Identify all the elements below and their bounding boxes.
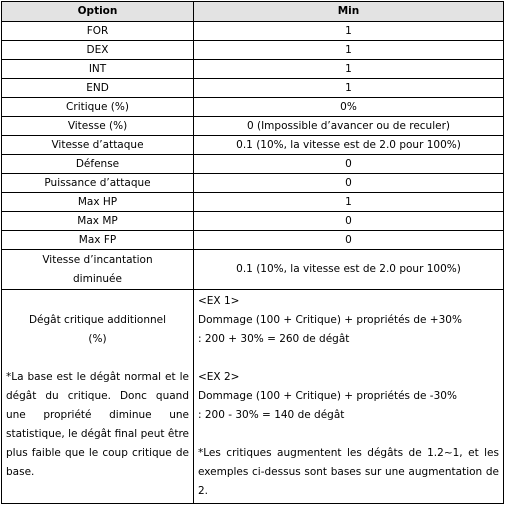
table-row [2, 22, 504, 41]
table-row [2, 193, 504, 212]
critical-title-line-2: (%) [88, 333, 107, 345]
min-cell: 1 [194, 79, 504, 98]
table-row-critical [2, 290, 504, 504]
option-cell: Max FP [2, 231, 194, 250]
critical-title-line-1: Dégât critique additionnel [28, 314, 167, 326]
table-row [2, 60, 504, 79]
stats-table [1, 1, 504, 504]
option-cell: DEX [2, 41, 194, 60]
min-cell: 0 [194, 231, 504, 250]
table-row [2, 231, 504, 250]
option-cell: Puissance d’attaque [2, 174, 194, 193]
critical-option-cell [2, 290, 194, 504]
table-row [2, 174, 504, 193]
min-cell: 1 [194, 193, 504, 212]
ex2-label: <EX 2> [198, 371, 240, 383]
min-cell: 0 [194, 174, 504, 193]
header-option: Option [2, 2, 194, 22]
min-cell: 0 [194, 155, 504, 174]
table-row-incantation [2, 250, 504, 290]
table-row [2, 41, 504, 60]
table-header-row [2, 2, 504, 22]
min-cell: 1 [194, 41, 504, 60]
option-cell: Max HP [2, 193, 194, 212]
option-cell: END [2, 79, 194, 98]
ex1-label: <EX 1> [198, 295, 240, 307]
ex1-line-1: Dommage (100 + Critique) + propriétés de +30% [198, 314, 462, 326]
table-row [2, 212, 504, 231]
min-cell: 0% [194, 98, 504, 117]
ex2-line-2: : 200 - 30% = 140 de dégât [198, 409, 345, 421]
option-cell: Max MP [2, 212, 194, 231]
option-cell [2, 250, 194, 290]
option-cell: FOR [2, 22, 194, 41]
min-cell: 0 (Impossible d’avancer ou de reculer) [194, 117, 504, 136]
header-min: Min [194, 2, 504, 22]
spacer [198, 425, 499, 444]
table-row [2, 79, 504, 98]
critical-note: *La base est le dégât normal et le dégât du critique. Donc quand une propriété diminue une statistique, le dégât final peut être plus faible que le coup critique de base. [6, 371, 189, 478]
table-row [2, 155, 504, 174]
table-row [2, 136, 504, 155]
option-cell: Défense [2, 155, 194, 174]
min-cell: 1 [194, 60, 504, 79]
table-row [2, 117, 504, 136]
min-cell: 0.1 (10%, la vitesse est de 2.0 pour 100%) [194, 250, 504, 290]
min-cell: 0.1 (10%, la vitesse est de 2.0 pour 100%) [194, 136, 504, 155]
critical-min-cell [194, 290, 504, 504]
min-cell: 1 [194, 22, 504, 41]
incantation-line-2: diminuée [73, 272, 122, 285]
table-row [2, 98, 504, 117]
option-cell: INT [2, 60, 194, 79]
option-cell: Vitesse (%) [2, 117, 194, 136]
ex2-line-1: Dommage (100 + Critique) + propriétés de -30% [198, 390, 457, 402]
critical-footnote: *Les critiques augmentent les dégâts de 1.2~1, et les exemples ci-dessus sont bases sur une augmentation de 2. [198, 447, 499, 497]
min-cell: 0 [194, 212, 504, 231]
incantation-line-1: Vitesse d’incantation [42, 253, 153, 266]
option-cell: Vitesse d’attaque [2, 136, 194, 155]
option-cell: Critique (%) [2, 98, 194, 117]
spacer [198, 349, 499, 368]
ex1-line-2: : 200 + 30% = 260 de dégât [198, 333, 350, 345]
